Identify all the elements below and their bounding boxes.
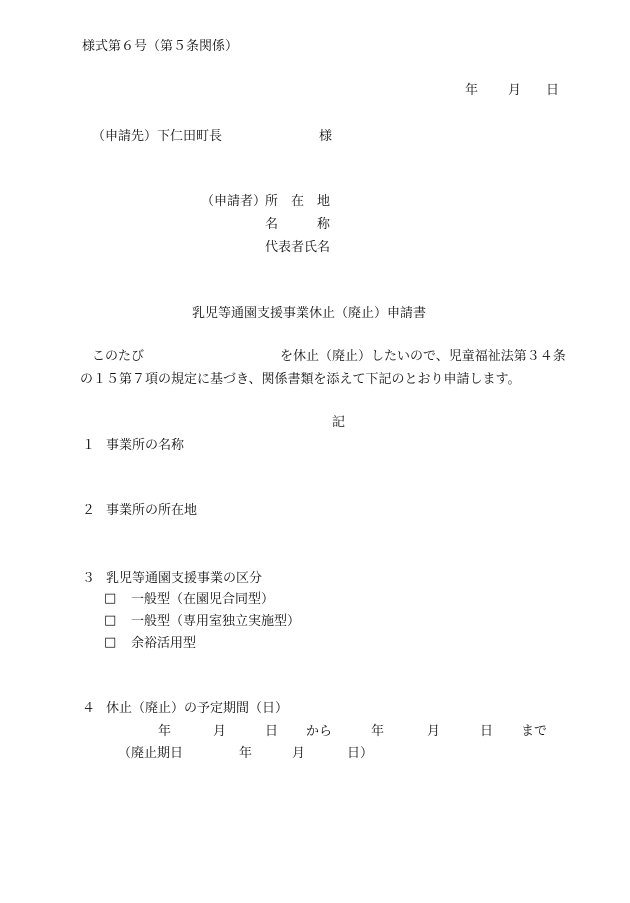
period-to-day: 日 [480, 724, 494, 739]
recipient-label: （申請先）下仁田町長 [92, 129, 223, 144]
item-2-number: ２ [82, 503, 96, 518]
item-3-number: ３ [82, 571, 96, 586]
abolition-label: （廃止期日 [118, 746, 184, 761]
form-number: 様式第６号（第５条関係） [82, 39, 239, 54]
checkbox-icon[interactable]: □ [104, 613, 117, 628]
item-4-number: ４ [82, 701, 96, 716]
checkbox-icon[interactable]: □ [104, 591, 117, 606]
period-kara: から [306, 724, 333, 739]
period-from-month: 月 [213, 724, 227, 739]
period-from-day: 日 [265, 724, 279, 739]
date-month: 月 [508, 83, 522, 98]
date-day: 日 [546, 83, 560, 98]
date-year: 年 [465, 83, 479, 98]
document-title: 乳児等通園支援事業休止（廃止）申請書 [192, 306, 427, 321]
applicant-label: （申請者） [201, 194, 267, 209]
body-line2: の１５第７項の規定に基づき、関係書類を添えて下記のとおり申請します。 [80, 372, 521, 387]
period-from-year: 年 [158, 724, 172, 739]
period-to-year: 年 [371, 724, 385, 739]
checkbox-icon[interactable]: □ [104, 635, 117, 650]
period-made: まで [521, 724, 548, 739]
abolition-day: 日） [347, 746, 374, 761]
item-1-number: １ [82, 438, 96, 453]
abolition-month: 月 [292, 746, 306, 761]
recipient-honorific: 様 [319, 129, 333, 144]
option-label: 余裕活用型 [131, 636, 197, 651]
item-3-label: 乳児等通園支援事業の区分 [106, 571, 263, 586]
option-label: 一般型（在園児合同型） [131, 592, 275, 607]
ki-heading: 記 [332, 415, 346, 430]
applicant-address-label: 所 在 地 [265, 194, 331, 209]
applicant-name-label: 名 称 [265, 217, 331, 232]
period-to-month: 月 [427, 724, 441, 739]
body-line1-start: このたび [92, 349, 145, 364]
abolition-year: 年 [239, 746, 253, 761]
body-line1-end: を休止（廃止）したいので、児童福祉法第３４条 [280, 349, 566, 364]
item-4-label: 休止（廃止）の予定期間（日） [106, 701, 289, 716]
applicant-representative-label: 代表者氏名 [265, 240, 331, 255]
option-label: 一般型（専用室独立実施型） [131, 614, 301, 629]
item-1-label: 事業所の名称 [106, 438, 185, 453]
item-2-label: 事業所の所在地 [106, 503, 198, 518]
